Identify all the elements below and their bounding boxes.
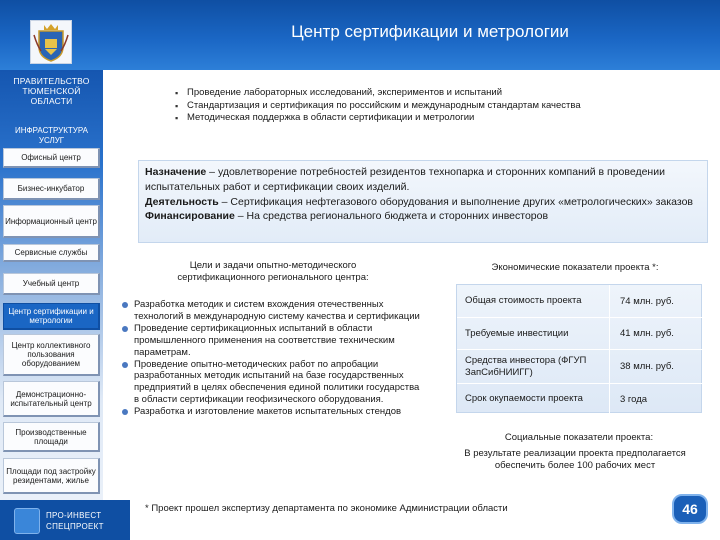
logo-line-1: ПРО-ИНВЕСТ — [46, 511, 102, 520]
coat-of-arms-icon — [30, 20, 72, 64]
pro-invest-logo — [0, 500, 130, 540]
economics-title: Экономические показатели проекта *: — [491, 262, 659, 273]
table-row: Требуемые инвестиции 41 млн. руб. — [457, 317, 703, 349]
pro-invest-icon — [14, 508, 40, 534]
table-row: Общая стоимость проекта 74 млн. руб. — [457, 285, 703, 317]
sidebar-item-training-center[interactable]: Учебный центр — [3, 273, 100, 295]
economics-table — [456, 284, 702, 413]
page-number-badge: 46 — [672, 494, 708, 524]
funding-paragraph: Финансирование – На средства регионального бюджета и сторонних инвесторов — [145, 210, 549, 223]
sidebar-item-service[interactable]: Сервисные службы — [3, 244, 100, 262]
list-item: ▪ Стандартизация и сертификация по российским и международным стандартам качества — [175, 100, 705, 113]
footnote: * Проект прошел экспертизу департамента по экономике Администрации области — [145, 503, 508, 514]
sidebar-item-demo-test-center[interactable]: Демонстрационно-испытательный центр — [3, 381, 100, 417]
sidebar-item-information-center[interactable]: Информационный центр — [3, 205, 100, 238]
goals-list — [120, 299, 420, 418]
list-item: ▪ Проведение лабораторных исследований, экспериментов и испытаний — [175, 87, 705, 100]
social-text: В результате реализации проекта предполагается обеспечить более 100 рабочих мест — [464, 448, 686, 471]
table-row: Срок окупаемости проекта 3 года — [457, 383, 703, 414]
sidebar-item-shared-equipment-center[interactable]: Центр коллективного пользования оборудованием — [3, 334, 100, 376]
activity-paragraph: Деятельность – Сертификация нефтегазового оборудования и выполнение других «метрологических» заказов — [145, 195, 693, 208]
logo-line-2: СПЕЦПРОЕКТ — [46, 522, 104, 531]
sidebar-item-office-center[interactable]: Офисный центр — [3, 148, 100, 168]
goals-title: Цели и задачи опытно-методического сертификационного регионального центра: — [177, 260, 369, 283]
list-item: Разработка и изготовление макетов испытательных стендов — [120, 406, 420, 418]
list-item: Проведение опытно-методических работ по апробации разработанных методик испытаний на базе государственных предприятий в целях обеспечения единой политики государства в области сертификации геофизического оборудования. — [120, 359, 420, 407]
sidebar-item-certification-center[interactable]: Центр сертификации и метрологии — [3, 303, 100, 330]
list-item: Проведение сертификационных испытаний в области промышленного применения на соответствие техническим параметрам. — [120, 323, 420, 359]
header-bar — [0, 0, 720, 70]
infrastructure-label: ИНФРАСТРУКТУРА УСЛУГ — [15, 126, 88, 145]
page-title: Центр сертификации и метрологии — [291, 22, 569, 41]
list-item: Разработка методик и систем вхождения отечественных технологий в международную систему качества и сертификации — [120, 299, 420, 323]
info-panel — [138, 160, 708, 243]
sidebar-item-business-incubator[interactable]: Бизнес-инкубатор — [3, 178, 100, 200]
list-item: ▪ Методическая поддержка в области сертификации и метрологии — [175, 112, 705, 125]
table-row: Средства инвестора (ФГУП ЗапСибНИИГГ) 38 млн. руб. — [457, 349, 703, 383]
services-list — [175, 87, 705, 125]
sidebar-item-production-space[interactable]: Производственные площади — [3, 422, 100, 452]
social-title: Социальные показатели проекта: — [504, 432, 654, 443]
purpose-paragraph: Назначение – удовлетворение потребностей резидентов технопарка и сторонних компаний в проведении испытательных работ и сертификации своих изделий. — [145, 166, 665, 193]
region-label: ПРАВИТЕЛЬСТВО ТЮМЕНСКОЙ ОБЛАСТИ — [13, 76, 90, 106]
sidebar-item-construction-housing[interactable]: Площади под застройку резидентами, жилье — [3, 458, 100, 494]
